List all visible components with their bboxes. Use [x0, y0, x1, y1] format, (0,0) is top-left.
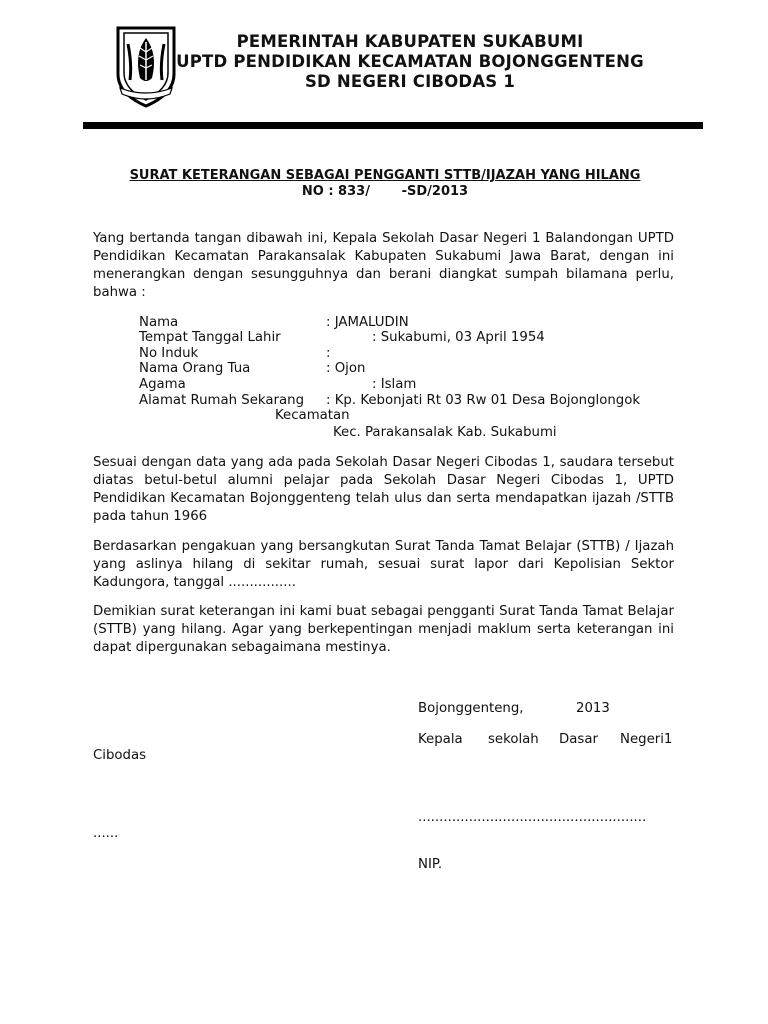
letterhead-divider — [83, 122, 703, 129]
signature-place: Bojonggenteng, — [418, 701, 524, 716]
position-word-4: Negeri1 — [620, 732, 673, 747]
nip-label: NIP. — [418, 857, 443, 872]
alamat-value: : Kp. Kebonjati Rt 03 Rw 01 Desa Bojonglongok — [326, 393, 641, 408]
position-continuation: Cibodas — [93, 748, 147, 763]
signature-year: 2013 — [576, 701, 610, 716]
ortu-value: : Ojon — [326, 361, 366, 376]
closing-paragraph: Demikian surat keterangan ini kami buat sebagai pengganti Surat Tanda Tamat Belajar (STTB) yang hilang. Agar yang berkepentingan menjadi maklum serta keterangan ini dapat dipergunakan sebagaimana mestinya. — [93, 604, 674, 655]
letterhead-school: SD NEGERI CIBODAS 1 — [304, 72, 516, 91]
position-word-1: Kepala — [418, 732, 463, 747]
ortu-label: Nama Orang Tua — [139, 361, 251, 376]
intro-paragraph: Yang bertanda tangan dibawah ini, Kepala Sekolah Dasar Negeri 1 Balandongan UPTD Pendidikan Kecamatan Parakansalak Kabupaten Sukabumi Jawa Barat, dengan ini menerangkan dengan sesungguhnya dan berani diangkat sumpah bilamana perlu, bahwa : — [93, 231, 674, 300]
nama-label: Nama — [139, 315, 179, 330]
agama-value: : Islam — [372, 377, 417, 392]
statement-paragraph: Berdasarkan pengakuan yang bersangkutan Surat Tanda Tamat Belajar (STTB) / Ijazah yang aslinya hilang di sekitar rumah, sesuai surat lapor dari Kepolisian Sektor Kadungora, tanggal ................ — [93, 539, 674, 590]
induk-label: No Induk — [139, 346, 199, 361]
induk-value: : — [326, 346, 331, 361]
signature-line: ...................................................... — [418, 810, 647, 825]
data-paragraph: Sesuai dengan data yang ada pada Sekolah Dasar Negeri Cibodas 1, saudara tersebut diatas betul-betul alumni pelajar pada Sekolah Dasar Negeri Cibodas 1, UPTD Pendidikan Kecamatan Bojonggenteng telah ulus dan serta mendapatkan ijazah /STTB pada tahun 1966 — [93, 455, 674, 524]
ttl-value: : Sukabumi, 03 April 1954 — [372, 330, 545, 345]
agama-label: Agama — [139, 377, 186, 392]
position-word-3: Dasar — [559, 732, 598, 747]
letter-number: NO : 833/ -SD/2013 — [301, 184, 469, 199]
alamat-continuation: Kecamatan — [275, 408, 350, 423]
letter-heading: SURAT KETERANGAN SEBAGAI PENGGANTI STTB/IJAZAH YANG HILANG — [129, 168, 641, 183]
nama-value: : JAMALUDIN — [326, 315, 409, 330]
signature-line-continuation: ...... — [93, 826, 119, 841]
letterhead-uptd: UPTD PENDIDIKAN KECAMATAN BOJONGGENTENG — [176, 52, 644, 71]
alamat-line2: Kec. Parakansalak Kab. Sukabumi — [333, 425, 557, 440]
ttl-label: Tempat Tanggal Lahir — [139, 330, 281, 345]
letterhead-government: PEMERINTAH KABUPATEN SUKABUMI — [236, 32, 584, 51]
letterhead — [150, 32, 670, 92]
letter-title — [83, 168, 687, 200]
alamat-label: Alamat Rumah Sekarang — [139, 393, 305, 408]
position-word-2: sekolah — [488, 732, 539, 747]
